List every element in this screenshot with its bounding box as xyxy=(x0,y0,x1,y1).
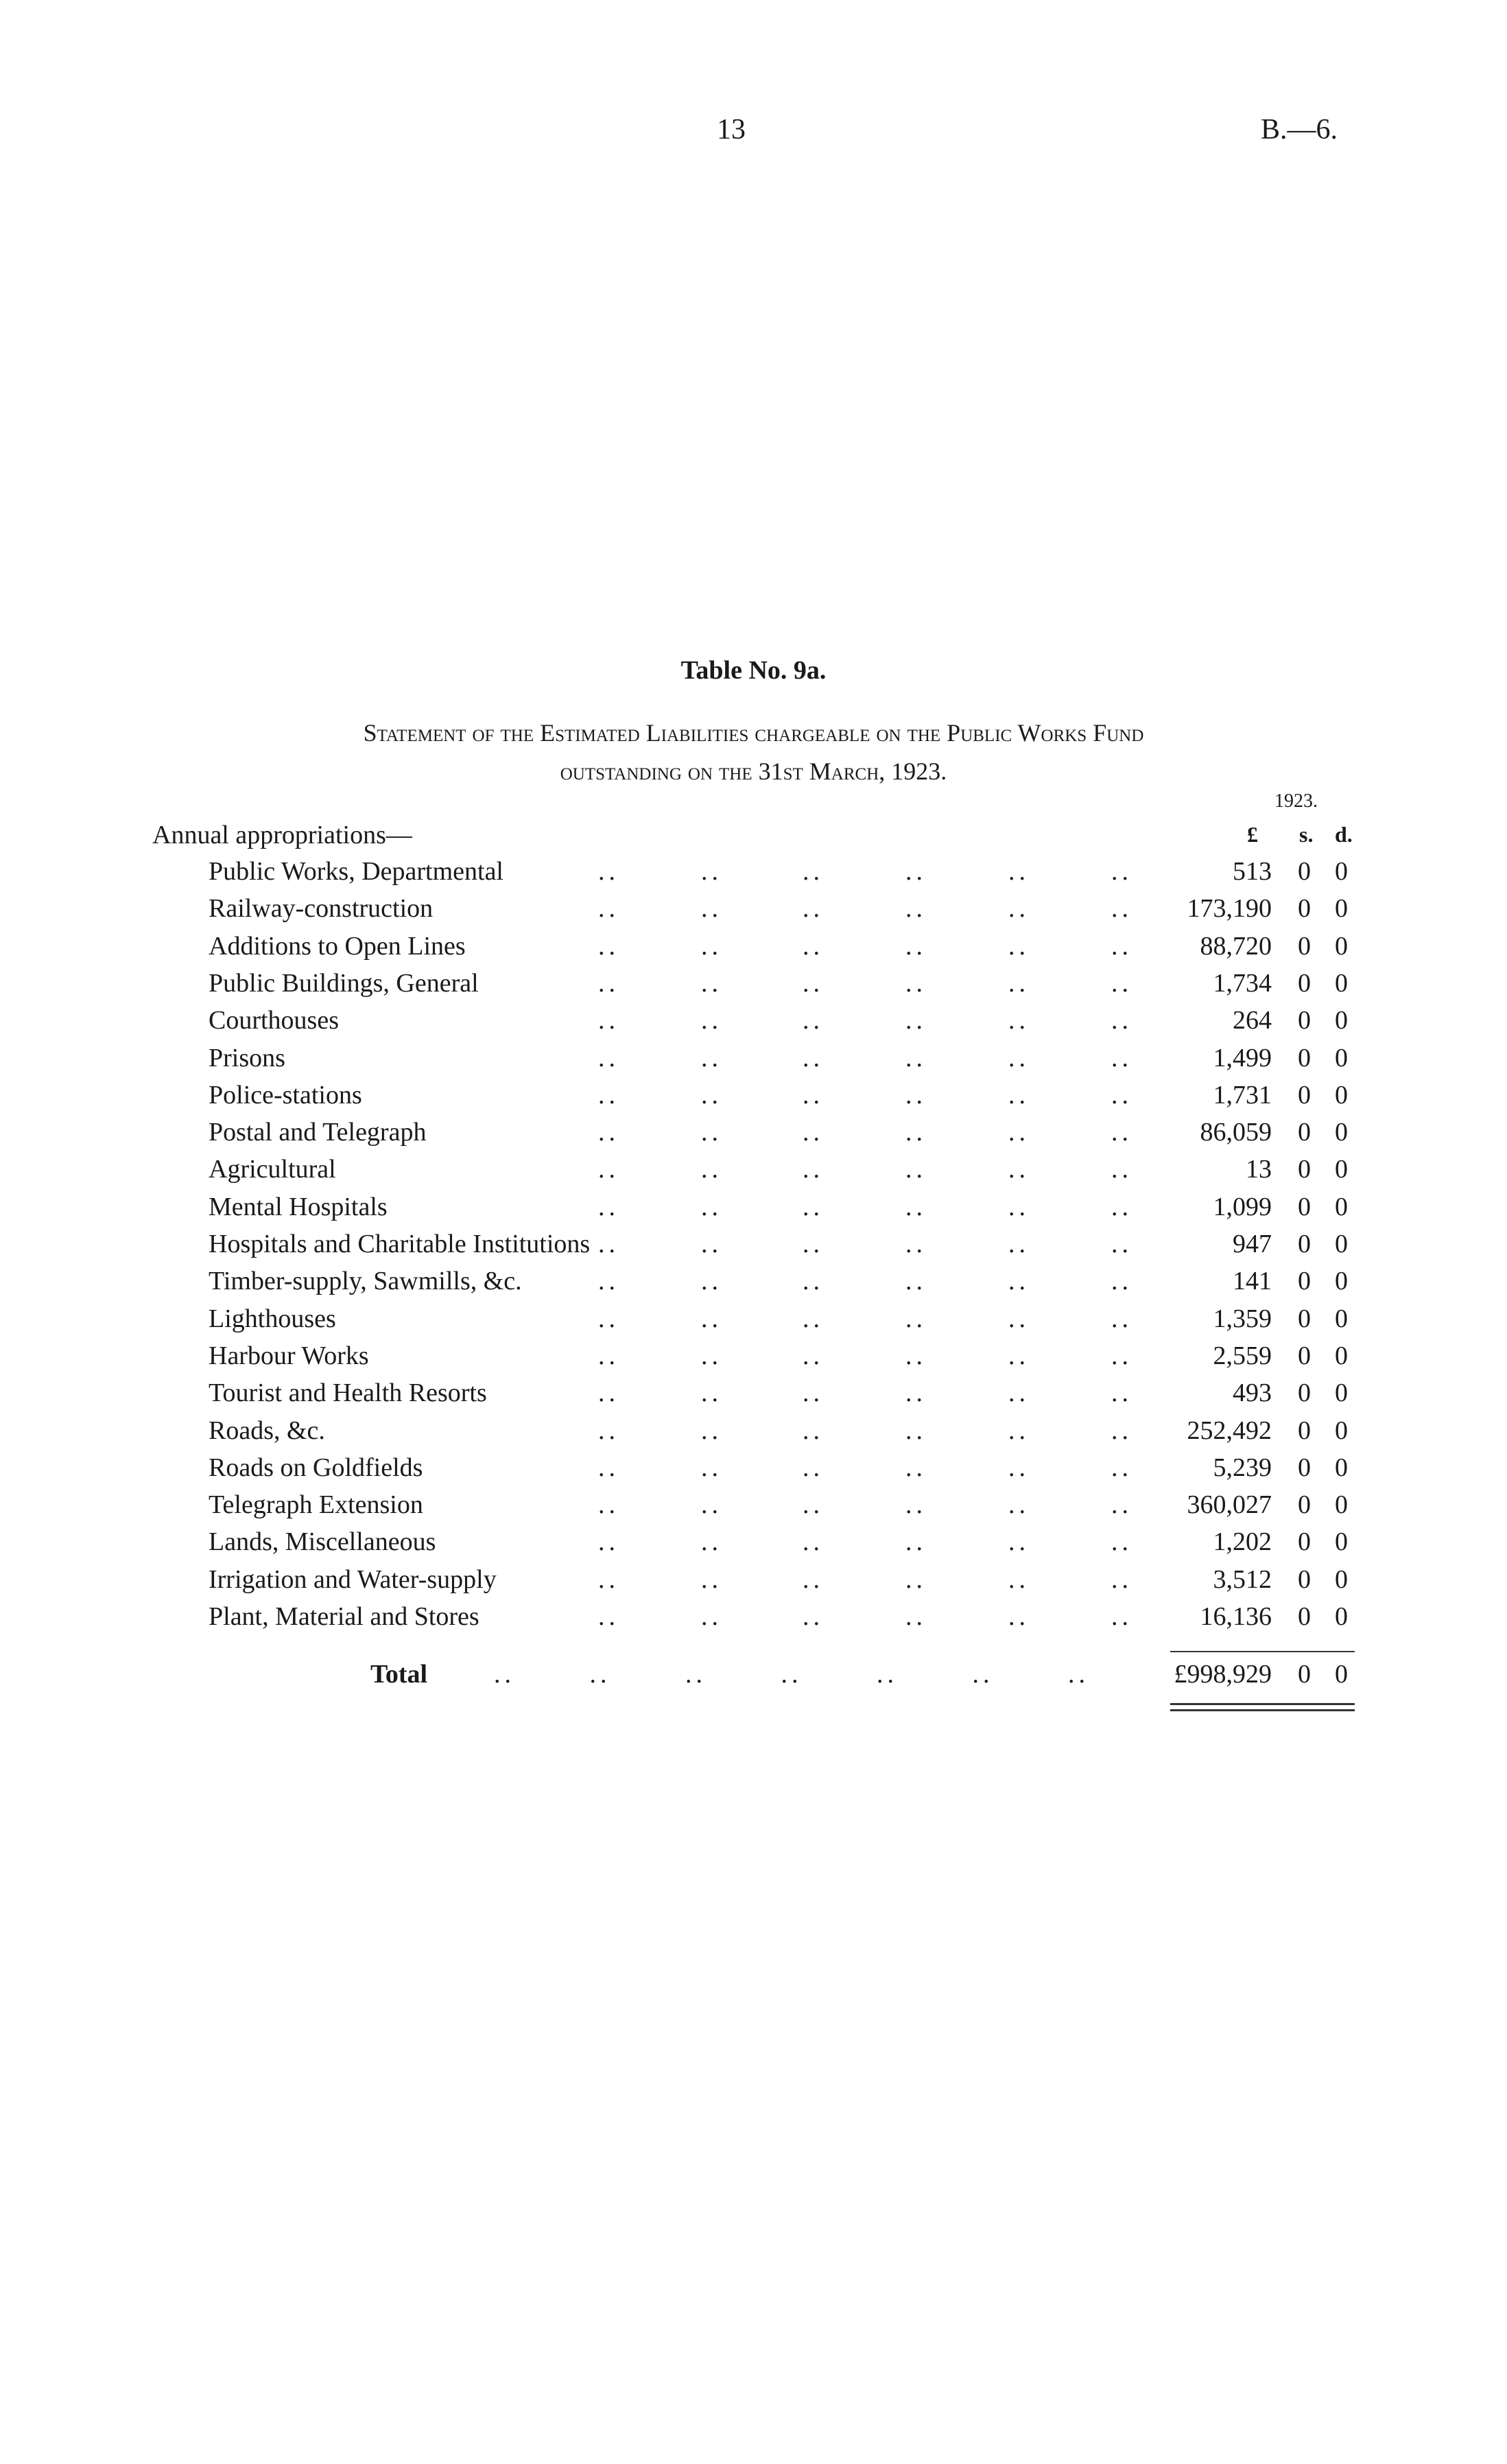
row-pence: 0 xyxy=(1335,1453,1348,1482)
row-pence: 0 xyxy=(1335,1118,1348,1147)
pounds-column-header: £ xyxy=(1247,822,1258,847)
leader-dots: .. xyxy=(803,857,824,886)
row-label: Roads, &c. xyxy=(209,1416,325,1445)
leader-dots: .. xyxy=(905,1341,927,1370)
leader-dots: .. xyxy=(803,1230,824,1258)
total-label: Total xyxy=(370,1660,428,1689)
leader-dots: .. xyxy=(598,1564,619,1594)
leader-dots: .. xyxy=(1111,1527,1132,1557)
table-row xyxy=(0,893,1507,930)
leader-dots: .. xyxy=(598,1416,619,1445)
leader-dots: .. xyxy=(1111,1118,1132,1147)
table-row xyxy=(0,931,1507,968)
leader-dots: .. xyxy=(598,1453,619,1482)
row-pence: 0 xyxy=(1335,1416,1348,1445)
leader-dots: .. xyxy=(905,1378,927,1408)
leader-dots: .. xyxy=(905,931,927,961)
leader-dots: .. xyxy=(905,1043,927,1072)
leader-dots: .. xyxy=(1111,968,1132,998)
row-label: Courthouses xyxy=(209,1006,339,1035)
leader-dots: .. xyxy=(803,968,824,998)
row-shillings: 0 xyxy=(1298,1490,1311,1520)
row-pence: 0 xyxy=(1335,1267,1348,1296)
leader-dots: .. xyxy=(701,857,722,886)
row-amount: 173,190 xyxy=(1187,894,1272,924)
row-shillings: 0 xyxy=(1298,857,1311,886)
row-pence: 0 xyxy=(1335,1564,1348,1594)
row-amount: 1,499 xyxy=(1213,1043,1272,1072)
leader-dots: .. xyxy=(1008,1341,1030,1370)
leader-dots: .. xyxy=(1008,1490,1030,1520)
row-shillings: 0 xyxy=(1298,894,1311,924)
leader-dots: .. xyxy=(803,1267,824,1296)
leader-dots: .. xyxy=(1111,1453,1132,1482)
row-label: Additions to Open Lines xyxy=(209,931,466,961)
row-shillings: 0 xyxy=(1298,1602,1311,1631)
leader-dots: .. xyxy=(1111,1230,1132,1258)
leader-dots: .. xyxy=(1008,857,1030,886)
row-amount: 1,734 xyxy=(1213,968,1272,998)
leader-dots: .. xyxy=(1008,1006,1030,1035)
leader-dots: .. xyxy=(598,1490,619,1520)
row-label: Agricultural xyxy=(209,1155,336,1184)
row-label: Roads on Goldfields xyxy=(209,1453,423,1482)
row-label: Postal and Telegraph xyxy=(209,1118,427,1147)
row-amount: 493 xyxy=(1233,1378,1272,1408)
table-row xyxy=(0,1005,1507,1042)
row-label: Public Works, Departmental xyxy=(209,857,503,886)
table-row xyxy=(0,1378,1507,1415)
row-pence: 0 xyxy=(1335,1490,1348,1520)
leader-dots: .. xyxy=(701,931,722,961)
row-label: Railway-construction xyxy=(209,894,434,924)
row-label: Plant, Material and Stores xyxy=(209,1602,479,1631)
leader-dots: .. xyxy=(701,1006,722,1035)
leader-dots: .. xyxy=(1008,1080,1030,1110)
row-shillings: 0 xyxy=(1298,1192,1311,1221)
row-shillings: 0 xyxy=(1298,931,1311,961)
leader-dots: .. xyxy=(905,1602,927,1631)
leader-dots: .. xyxy=(1111,931,1132,961)
leader-dots: .. xyxy=(803,1043,824,1072)
leader-dots: .. xyxy=(1008,1230,1030,1258)
leader-dots: .. xyxy=(598,1341,619,1370)
leader-dots: .. xyxy=(803,1155,824,1184)
leader-dots: .. xyxy=(598,1304,619,1333)
leader-dots: .. xyxy=(1111,1416,1132,1445)
leader-dots: .. xyxy=(803,1304,824,1333)
leader-dots: .. xyxy=(1008,1453,1030,1482)
table-row xyxy=(0,1043,1507,1080)
leader-dots: .. xyxy=(1111,1341,1132,1370)
leader-dots: .. xyxy=(701,1043,722,1072)
row-pence: 0 xyxy=(1335,1341,1348,1370)
leader-dots: .. xyxy=(905,1304,927,1333)
row-pence: 0 xyxy=(1335,1006,1348,1035)
total-shillings: 0 xyxy=(1298,1660,1311,1689)
row-shillings: 0 xyxy=(1298,1230,1311,1258)
total-rule-top xyxy=(1170,1651,1355,1652)
row-label: Lands, Miscellaneous xyxy=(209,1527,436,1557)
row-shillings: 0 xyxy=(1298,1416,1311,1445)
leader-dots: .. xyxy=(598,1192,619,1221)
statement-heading xyxy=(0,714,1507,790)
leader-dots: .. xyxy=(598,931,619,961)
leader-dots: .. xyxy=(1008,1192,1030,1221)
leader-dots: .. xyxy=(1008,1118,1030,1147)
table-row xyxy=(0,1453,1507,1490)
row-pence: 0 xyxy=(1335,1378,1348,1408)
statement-line-1: Statement of the Estimated Liabilities chargeable on the Public Works Fund xyxy=(363,719,1144,747)
leader-dots: .. xyxy=(1111,1304,1132,1333)
leader-dots: .. xyxy=(1111,1043,1132,1072)
leader-dots: .. xyxy=(701,1304,722,1333)
table-row xyxy=(0,1192,1507,1229)
row-label: Tourist and Health Resorts xyxy=(209,1378,487,1408)
leader-dots: .. xyxy=(598,1155,619,1184)
row-amount: 1,202 xyxy=(1213,1527,1272,1557)
leader-dots: .. xyxy=(803,1527,824,1557)
leader-dots: .. xyxy=(701,1416,722,1445)
table-row xyxy=(0,1527,1507,1564)
leader-dots: .. xyxy=(905,1006,927,1035)
leader-dots: .. xyxy=(905,1192,927,1221)
row-pence: 0 xyxy=(1335,1230,1348,1258)
table-row xyxy=(0,968,1507,1005)
table-row xyxy=(0,1117,1507,1154)
shillings-column-header: s. xyxy=(1299,822,1314,847)
leader-dots: .. xyxy=(803,1006,824,1035)
leader-dots: .. xyxy=(905,1490,927,1520)
row-amount: 141 xyxy=(1233,1267,1272,1296)
row-amount: 16,136 xyxy=(1200,1602,1272,1631)
leader-dots: .. xyxy=(1008,1602,1030,1631)
row-pence: 0 xyxy=(1335,1527,1348,1557)
leader-dots: .. xyxy=(701,1490,722,1520)
row-shillings: 0 xyxy=(1298,1453,1311,1482)
row-amount: 360,027 xyxy=(1187,1490,1272,1520)
leader-dots: .. xyxy=(1111,1192,1132,1221)
row-pence: 0 xyxy=(1335,1602,1348,1631)
row-amount: 2,559 xyxy=(1213,1341,1272,1370)
page-number: 13 xyxy=(717,114,746,145)
total-rule-double-1 xyxy=(1170,1703,1355,1705)
leader-dots: .. xyxy=(905,894,927,924)
leader-dots: .. xyxy=(701,1192,722,1221)
leader-dots: .. xyxy=(1008,1416,1030,1445)
leader-dots: .. xyxy=(803,1602,824,1631)
table-row xyxy=(0,1341,1507,1378)
leader-dots: .. xyxy=(598,857,619,886)
table-row xyxy=(0,1564,1507,1601)
statement-line-2: outstanding on the 31st March, 1923. xyxy=(560,758,947,785)
leader-dots: .. xyxy=(905,968,927,998)
leader-dots: .. xyxy=(598,1527,619,1557)
row-amount: 3,512 xyxy=(1213,1564,1272,1594)
leader-dots: .. xyxy=(905,1118,927,1147)
row-pence: 0 xyxy=(1335,931,1348,961)
row-pence: 0 xyxy=(1335,1043,1348,1072)
leader-dots: .. xyxy=(1008,931,1030,961)
row-amount: 1,359 xyxy=(1213,1304,1272,1333)
leader-dots: .. xyxy=(598,1230,619,1258)
row-amount: 252,492 xyxy=(1187,1416,1272,1445)
total-pence: 0 xyxy=(1335,1660,1348,1689)
row-label: Lighthouses xyxy=(209,1304,336,1333)
leader-dots: .. xyxy=(701,968,722,998)
leader-dots: .. xyxy=(701,1267,722,1296)
leader-dots: .. xyxy=(1008,1155,1030,1184)
leader-dots: .. xyxy=(598,1080,619,1110)
leader-dots: .. xyxy=(905,1453,927,1482)
row-shillings: 0 xyxy=(1298,1341,1311,1370)
row-amount: 1,731 xyxy=(1213,1080,1272,1110)
row-amount: 5,239 xyxy=(1213,1453,1272,1482)
leader-dots: .. xyxy=(701,1118,722,1147)
row-pence: 0 xyxy=(1335,857,1348,886)
document-reference: B.—6. xyxy=(1261,114,1338,145)
leader-dots: .. xyxy=(701,1378,722,1408)
row-shillings: 0 xyxy=(1298,1378,1311,1408)
leader-dots: .. xyxy=(701,1453,722,1482)
total-rule-double-2 xyxy=(1170,1709,1355,1711)
row-amount: 1,099 xyxy=(1213,1192,1272,1221)
leader-dots: .. xyxy=(1111,1378,1132,1408)
leader-dots: .. xyxy=(905,1155,927,1184)
leader-dots: .. xyxy=(701,894,722,924)
leader-dots: .. xyxy=(905,1527,927,1557)
row-label: Mental Hospitals xyxy=(209,1192,388,1221)
table-row xyxy=(0,1080,1507,1117)
leader-dots: .. xyxy=(598,894,619,924)
leader-dots: .. xyxy=(905,1267,927,1296)
row-shillings: 0 xyxy=(1298,1527,1311,1557)
row-label: Timber-supply, Sawmills, &c. xyxy=(209,1267,522,1296)
total-amount: £998,929 xyxy=(1174,1660,1272,1689)
leader-dots: .. xyxy=(905,1230,927,1258)
row-amount: 86,059 xyxy=(1200,1118,1272,1147)
leader-dots: .. xyxy=(1111,1564,1132,1594)
leader-dots: .. xyxy=(905,1564,927,1594)
total-row xyxy=(0,1659,1507,1696)
row-pence: 0 xyxy=(1335,1080,1348,1110)
table-row xyxy=(0,856,1507,893)
leader-dots: .. xyxy=(1111,1602,1132,1631)
row-shillings: 0 xyxy=(1298,1080,1311,1110)
leader-dots: .. xyxy=(701,1230,722,1258)
leader-dots: .. xyxy=(598,1267,619,1296)
leader-dots: .. xyxy=(598,968,619,998)
row-pence: 0 xyxy=(1335,968,1348,998)
table-title: Table No. 9a. xyxy=(680,656,827,685)
leader-dots: .. xyxy=(701,1080,722,1110)
leader-dots: .. xyxy=(905,857,927,886)
row-amount: 88,720 xyxy=(1200,931,1272,961)
leader-dots: .. xyxy=(1111,857,1132,886)
row-label: Public Buildings, General xyxy=(209,968,479,998)
row-amount: 947 xyxy=(1233,1230,1272,1258)
row-label: Harbour Works xyxy=(209,1341,369,1370)
table-row xyxy=(0,1154,1507,1191)
leader-dots: .. xyxy=(1008,968,1030,998)
row-amount: 13 xyxy=(1246,1155,1272,1184)
row-label: Telegraph Extension xyxy=(209,1490,423,1520)
row-pence: 0 xyxy=(1335,1155,1348,1184)
leader-dots: .. xyxy=(701,1341,722,1370)
leader-dots: .. xyxy=(803,1192,824,1221)
leader-dots: .. xyxy=(598,1118,619,1147)
leader-dots: .. xyxy=(1111,1267,1132,1296)
row-label: Prisons xyxy=(209,1043,285,1072)
table-row xyxy=(0,1266,1507,1303)
row-amount: 513 xyxy=(1233,857,1272,886)
table-row xyxy=(0,1416,1507,1453)
row-label: Police-stations xyxy=(209,1080,362,1110)
leader-dots: .. xyxy=(598,1043,619,1072)
section-label: Annual appropriations— xyxy=(152,821,412,849)
row-shillings: 0 xyxy=(1298,1006,1311,1035)
row-pence: 0 xyxy=(1335,894,1348,924)
leader-dots: .. xyxy=(1111,1490,1132,1520)
leader-dots: .. xyxy=(905,1080,927,1110)
leader-dots: .. xyxy=(1111,1155,1132,1184)
leader-dots: .. xyxy=(701,1527,722,1557)
leader-dots: .. .. .. .. .. .. .. xyxy=(494,1660,1089,1689)
leader-dots: .. xyxy=(803,1341,824,1370)
row-amount: 264 xyxy=(1233,1006,1272,1035)
leader-dots: .. xyxy=(1111,1080,1132,1110)
leader-dots: .. xyxy=(1008,1043,1030,1072)
leader-dots: .. xyxy=(803,931,824,961)
row-pence: 0 xyxy=(1335,1192,1348,1221)
leader-dots: .. xyxy=(803,1080,824,1110)
leader-dots: .. xyxy=(1008,1527,1030,1557)
leader-dots: .. xyxy=(1008,1378,1030,1408)
leader-dots: .. xyxy=(803,1416,824,1445)
row-label: Hospitals and Charitable Institutions xyxy=(209,1230,591,1258)
leader-dots: .. xyxy=(1008,1304,1030,1333)
leader-dots: .. xyxy=(1111,894,1132,924)
row-shillings: 0 xyxy=(1298,968,1311,998)
leader-dots: .. xyxy=(803,1118,824,1147)
year-column-header: 1923. xyxy=(1274,790,1318,812)
row-shillings: 0 xyxy=(1298,1043,1311,1072)
leader-dots: .. xyxy=(598,1378,619,1408)
leader-dots: .. xyxy=(701,1602,722,1631)
row-shillings: 0 xyxy=(1298,1267,1311,1296)
table-row xyxy=(0,1229,1507,1266)
leader-dots: .. xyxy=(598,1602,619,1631)
leader-dots: .. xyxy=(1008,1564,1030,1594)
leader-dots: .. xyxy=(803,894,824,924)
table-row xyxy=(0,1304,1507,1341)
leader-dots: .. xyxy=(905,1416,927,1445)
row-shillings: 0 xyxy=(1298,1118,1311,1147)
leader-dots: .. xyxy=(1008,1267,1030,1296)
leader-dots: .. xyxy=(701,1564,722,1594)
row-shillings: 0 xyxy=(1298,1304,1311,1333)
leader-dots: .. xyxy=(803,1378,824,1408)
pence-column-header: d. xyxy=(1335,822,1353,847)
leader-dots: .. xyxy=(1111,1006,1132,1035)
leader-dots: .. xyxy=(803,1453,824,1482)
leader-dots: .. xyxy=(598,1006,619,1035)
row-pence: 0 xyxy=(1335,1304,1348,1333)
table-row xyxy=(0,1601,1507,1639)
leader-dots: .. xyxy=(701,1155,722,1184)
row-shillings: 0 xyxy=(1298,1155,1311,1184)
row-label: Irrigation and Water-supply xyxy=(209,1564,497,1594)
leader-dots: .. xyxy=(803,1490,824,1520)
table-row xyxy=(0,1490,1507,1527)
leader-dots: .. xyxy=(1008,894,1030,924)
leader-dots: .. xyxy=(803,1564,824,1594)
row-shillings: 0 xyxy=(1298,1564,1311,1594)
